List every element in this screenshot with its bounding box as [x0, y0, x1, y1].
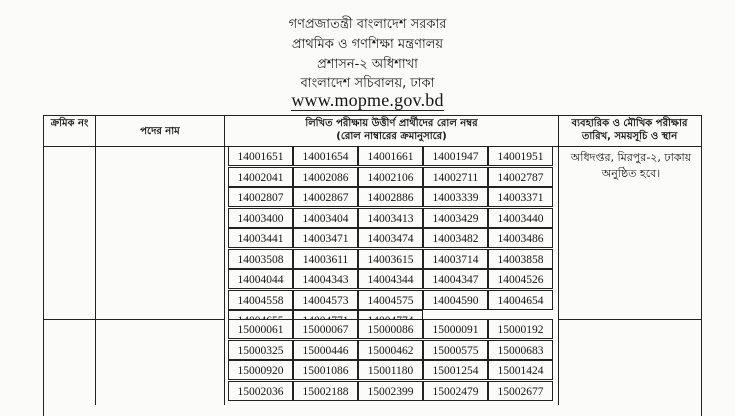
- roll-number-cell: 14004654: [488, 290, 553, 310]
- roll-number-cell: 15002677: [488, 381, 553, 401]
- roll-number-cell: 14001951: [488, 146, 553, 166]
- roll-number-cell: 14004575: [358, 290, 423, 310]
- venue-text: অধিদপ্তর, মিরপুর-২, ঢাকায় অনুষ্ঠিত হবে।: [570, 151, 692, 180]
- table-divider-post: [224, 115, 225, 405]
- roll-number-cell: 14003413: [358, 208, 423, 228]
- roll-number-cell: 14004343: [293, 269, 358, 289]
- roll-number-cell: 14004558: [228, 290, 293, 310]
- website-link[interactable]: www.mopme.gov.bd: [291, 90, 444, 110]
- table-divider-rolls: [558, 115, 559, 405]
- roll-number-cell: 14003486: [488, 228, 553, 248]
- roll-number-cell: 15000683: [488, 340, 553, 360]
- roll-number-cell: 15002036: [228, 381, 293, 401]
- roll-number-cell: 14003400: [228, 208, 293, 228]
- roll-number-cell: 15000462: [358, 340, 423, 360]
- roll-number-cell: 15000575: [423, 340, 488, 360]
- roll-number-cell: 14003404: [293, 208, 358, 228]
- roll-number-cell: 15000920: [228, 360, 293, 380]
- roll-number-cell: 14002086: [293, 167, 358, 187]
- table-divider-serial: [95, 115, 96, 405]
- roll-number-cell: 15002188: [293, 381, 358, 401]
- roll-number-cell: 14002106: [358, 167, 423, 187]
- table-group-divider-right: [558, 319, 701, 320]
- roll-number-cell: 14002711: [423, 167, 488, 187]
- roll-number-cell: 14002867: [293, 187, 358, 207]
- roll-number-cell: 14004526: [488, 269, 553, 289]
- column-header-post: পদের নাম: [140, 126, 180, 137]
- roll-number-cell: 14001947: [423, 146, 488, 166]
- header-website: [0, 90, 735, 111]
- roll-number-cell: 15000446: [293, 340, 358, 360]
- header-government: গণপ্রজাতন্ত্রী বাংলাদেশ সরকার: [288, 17, 447, 32]
- roll-number-cell: 14002886: [358, 187, 423, 207]
- roll-number-cell: 14003714: [423, 249, 488, 269]
- roll-number-cell: 14001654: [293, 146, 358, 166]
- header-section: প্রশাসন-২ অধিশাখা: [317, 57, 418, 72]
- header-ministry: প্রাথমিক ও গণশিক্ষা মন্ত্রণালয়: [291, 37, 444, 52]
- roll-number-cell: 14001661: [358, 146, 423, 166]
- roll-number-cell: 14002041: [228, 167, 293, 187]
- roll-number-cell: 14003482: [423, 228, 488, 248]
- roll-number-cell: 14003474: [358, 228, 423, 248]
- roll-number-cell: 14003440: [488, 208, 553, 228]
- roll-number-cell: 15000086: [358, 319, 423, 339]
- roll-number-cell: 15000067: [293, 319, 358, 339]
- roll-number-cell: 14003508: [228, 249, 293, 269]
- roll-number-cell: 14004044: [228, 269, 293, 289]
- roll-number-cell: 14003339: [423, 187, 488, 207]
- roll-number-cell: 14003611: [293, 249, 358, 269]
- column-header-venue: ব্যবহারিক ও মৌখিক পরীক্ষার তারিখ, সময়সূচি ও স্থান: [571, 118, 688, 142]
- roll-number-cell: 14003429: [423, 208, 488, 228]
- column-header-serial: ক্রমিক নং: [50, 118, 89, 129]
- roll-number-cell: 14003371: [488, 187, 553, 207]
- roll-number-cell: 15001254: [423, 360, 488, 380]
- roll-number-cell: 15002399: [358, 381, 423, 401]
- roll-number-cell: 14004573: [293, 290, 358, 310]
- roll-number-cell: 14003615: [358, 249, 423, 269]
- roll-number-cell: 14004347: [423, 269, 488, 289]
- roll-number-cell: 15002479: [423, 381, 488, 401]
- roll-number-cell: 14002807: [228, 187, 293, 207]
- roll-number-cell: 15000061: [228, 319, 293, 339]
- roll-number-cell: 15000091: [423, 319, 488, 339]
- roll-number-cell: 14003858: [488, 249, 553, 269]
- roll-number-cell: 15001180: [358, 360, 423, 380]
- table-group-divider: [43, 319, 225, 320]
- roll-number-cell: 14002787: [488, 167, 553, 187]
- roll-number-cell: 14001651: [228, 146, 293, 166]
- roll-number-cell: 15000192: [488, 319, 553, 339]
- roll-number-cell: 15000325: [228, 340, 293, 360]
- roll-number-cell: 14004344: [358, 269, 423, 289]
- roll-number-cell: 14004590: [423, 290, 488, 310]
- header-address: বাংলাদেশ সচিবালয়, ঢাকা: [300, 76, 435, 91]
- roll-number-cell: 15001086: [293, 360, 358, 380]
- roll-number-cell: 14003471: [293, 228, 358, 248]
- column-header-rolls: লিখিত পরীক্ষায় উত্তীর্ণ প্রার্থীদের রোল নম্বর (রোল নাম্বারের ক্রমানুসারে): [305, 118, 478, 142]
- roll-number-cell: 14003441: [228, 228, 293, 248]
- roll-number-cell: 15001424: [488, 360, 553, 380]
